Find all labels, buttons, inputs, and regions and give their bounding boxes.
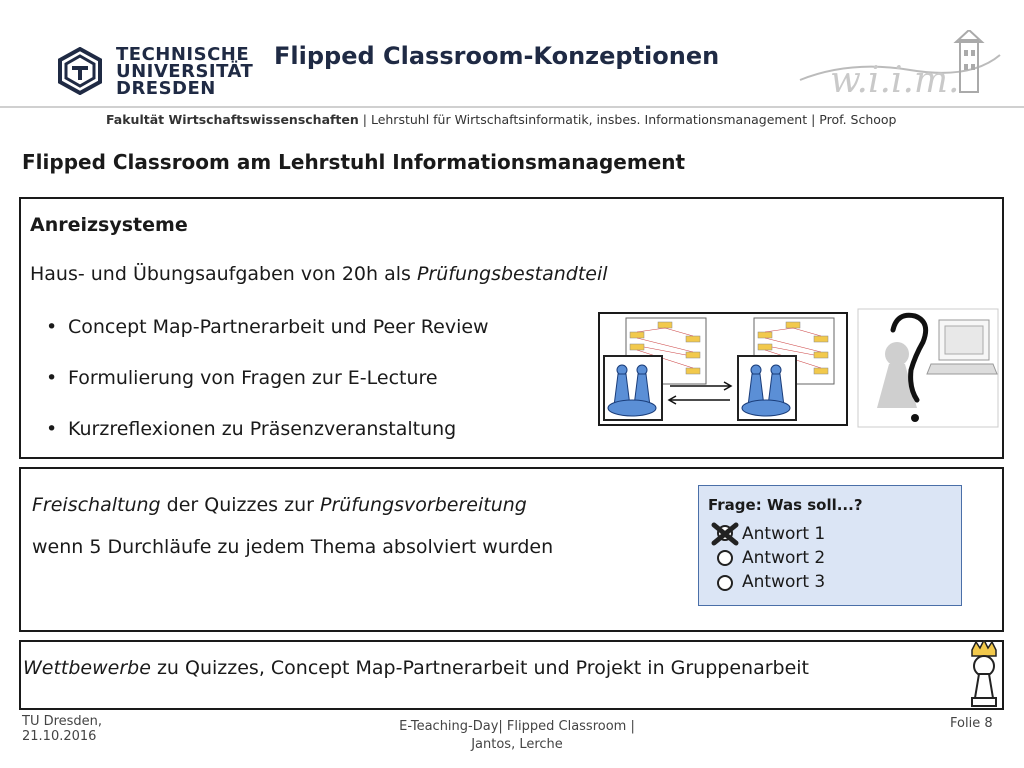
wettbewerbe-text — [23, 657, 809, 679]
bullet-dot: • — [46, 316, 58, 338]
wiim-logo-text: w.i.i.m. — [830, 60, 960, 101]
pawn-group-icon — [604, 356, 662, 420]
tu-logo-mark-icon — [56, 47, 104, 95]
freischaltung-mid: der Quizzes zur — [160, 494, 320, 516]
question-mark-pawn-icon — [857, 308, 999, 428]
bullet-dot: • — [46, 367, 58, 389]
footer-date: 21.10.2016 — [22, 729, 97, 744]
header-divider — [0, 106, 1024, 108]
faculty-name: Fakultät Wirtschaftswissenschaften — [106, 112, 359, 127]
freischaltung-line-2: wenn 5 Durchläufe zu jedem Thema absolviert wurden — [32, 536, 554, 558]
anreiz-line-text: Haus- und Übungsaufgaben von 20h als — [30, 263, 417, 285]
faculty-details: | Lehrstuhl für Wirtschaftsinformatik, insbes. Informationsmanagement | Prof. Schoop — [358, 112, 897, 127]
anreiz-heading: Anreizsysteme — [30, 214, 188, 236]
logo-line-3: DRESDEN — [116, 78, 216, 99]
bullet-text: Concept Map-Partnerarbeit und Peer Review — [68, 316, 489, 338]
slide-number: Folie 8 — [950, 716, 993, 731]
pruefung-emphasis: Prüfungsvorbereitung — [319, 494, 527, 516]
footer-university: TU Dresden, — [22, 714, 103, 729]
answer-label-1: Antwort 1 — [742, 524, 826, 544]
wettbewerbe-emphasis: Wettbewerbe — [23, 657, 151, 679]
slide-title: Flipped Classroom-Konzeptionen — [274, 42, 720, 70]
freischaltung-line-1 — [32, 494, 527, 516]
footer-center — [372, 718, 662, 754]
quiz-question: Frage: Was soll...? — [708, 496, 863, 514]
anreiz-line-emphasis: Prüfungsbestandteil — [416, 263, 608, 285]
section-subtitle: Flipped Classroom am Lehrstuhl Informationsmanagement — [22, 150, 686, 174]
peer-review-graphic — [600, 314, 846, 424]
tu-dresden-logo — [56, 44, 254, 104]
footer-event: E-Teaching-Day| Flipped Classroom | — [399, 719, 635, 734]
answer-label-2: Antwort 2 — [742, 548, 826, 568]
bullet-text: Kurzreflexionen zu Präsenzveranstaltung — [68, 418, 457, 440]
logo-line-2: UNIVERSITÄT — [116, 61, 254, 82]
freischaltung-emphasis: Freischaltung — [32, 494, 161, 516]
peer-review-illustration — [598, 312, 848, 426]
footer-authors: Jantos, Lerche — [471, 737, 563, 752]
bullet-text: Formulierung von Fragen zur E-Lecture — [68, 367, 438, 389]
crowned-pawn-icon — [966, 640, 1002, 708]
wiim-logo — [790, 30, 1010, 110]
wettbewerbe-rest: zu Quizzes, Concept Map-Partnerarbeit und Projekt in Gruppenarbeit — [150, 657, 810, 679]
list-item — [46, 367, 438, 389]
answer-radio-2[interactable] — [717, 550, 733, 566]
exchange-arrows-icon — [669, 382, 731, 404]
footer-left — [22, 714, 102, 744]
answer-radio-3[interactable] — [717, 575, 733, 591]
faculty-line — [106, 112, 897, 127]
wrong-answer-x-icon — [710, 521, 740, 547]
list-item — [46, 316, 489, 338]
list-item — [46, 418, 456, 440]
pawn-group-icon — [738, 356, 796, 420]
anreiz-description — [30, 263, 608, 285]
answer-label-3: Antwort 3 — [742, 572, 826, 592]
bullet-dot: • — [46, 418, 58, 440]
logo-line-1: TECHNISCHE — [116, 44, 250, 65]
